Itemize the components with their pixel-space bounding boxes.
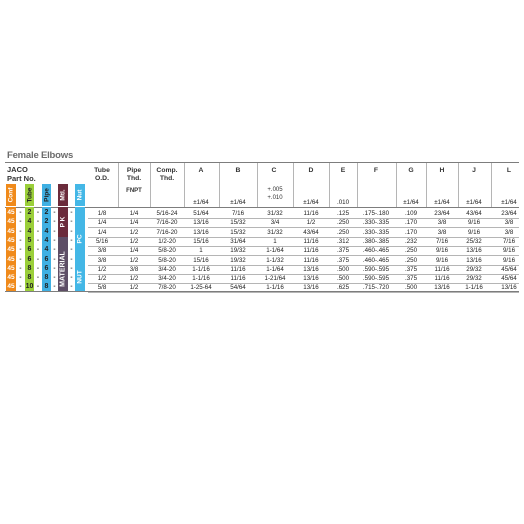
header-e: E	[340, 167, 346, 174]
part-conf: 45	[7, 236, 15, 244]
table-cell: 1/4	[97, 228, 107, 236]
table-cell: 45/64	[501, 265, 517, 273]
header-j: J	[472, 167, 476, 174]
header-l: L	[506, 167, 512, 174]
part-conf: 45	[7, 283, 15, 291]
part-dash: -	[70, 283, 73, 291]
table-cell: .170	[404, 228, 418, 236]
table-cell: 15/32	[230, 228, 246, 236]
table-cell: .330-.335	[362, 228, 390, 236]
tolerance-9: ±1/64	[403, 199, 419, 206]
table-cell: .175-.180	[362, 210, 390, 217]
table-cell: 1/2	[129, 275, 139, 283]
table-cell: .312	[336, 237, 350, 245]
part-tube: 6	[27, 246, 32, 254]
table-cell: 1-25-64	[190, 284, 212, 292]
pk-strip	[58, 207, 68, 237]
table-cell: 3/8	[437, 228, 447, 236]
pc-label: PC	[76, 234, 84, 244]
part-dash: -	[19, 236, 22, 244]
part-dash: -	[70, 255, 73, 263]
part-no-label-line-1: JACO	[7, 165, 28, 174]
table-cell: .250	[336, 219, 350, 227]
header-comp-thd	[156, 167, 177, 183]
header-d: D	[308, 167, 314, 174]
part-dash: -	[70, 227, 73, 235]
part-dash: -	[19, 283, 22, 291]
header-c: C	[271, 167, 277, 174]
table-cell: 43/64	[303, 228, 319, 236]
top-rule	[5, 162, 519, 163]
header-tube-od-line2: O.D.	[95, 175, 109, 182]
part-tube: 4	[27, 227, 32, 235]
part-pipe: 4	[44, 227, 49, 235]
mtl-strip	[58, 184, 68, 206]
tolerance-12: ±1/64	[501, 199, 517, 206]
part-conf: 45	[7, 255, 15, 263]
table-cell: 23/64	[501, 210, 517, 217]
table-cell: 1/4	[129, 219, 139, 227]
tube-label: Tube	[26, 187, 33, 203]
table-cell: 43/64	[466, 210, 482, 217]
table-cell: 13/16	[501, 284, 517, 292]
table-cell: 11/16	[303, 247, 319, 255]
table-cell: 9/16	[502, 247, 516, 255]
column-divider	[426, 163, 427, 207]
table-cell: 13/16	[466, 256, 482, 264]
part-dash: -	[19, 227, 22, 235]
table-cell: 15/16	[193, 237, 209, 245]
part-dash: -	[70, 236, 73, 244]
header-comp-thd-line1: Comp.	[156, 167, 178, 174]
column-divider	[491, 163, 492, 207]
header-g: G	[408, 167, 414, 174]
column-divider	[357, 163, 358, 207]
part-dash: -	[53, 236, 56, 244]
table-cell: 1/8	[97, 210, 107, 217]
table-cell: 1/2	[306, 219, 316, 227]
conf-strip	[6, 184, 16, 206]
table-cell: 1/2	[129, 256, 139, 264]
table-cell: 1-1/16	[465, 284, 483, 292]
table-cell: 23/64	[434, 210, 450, 217]
nut-strip	[75, 184, 85, 206]
part-dash: -	[36, 227, 40, 235]
table-cell: 3/8	[437, 219, 447, 227]
table-cell: 13/16	[303, 275, 319, 283]
part-pipe: 8	[44, 274, 49, 282]
column-divider	[458, 163, 459, 207]
table-cell: 3/4-20	[158, 275, 176, 283]
part-pipe: 4	[44, 236, 49, 244]
table-cell: 3/8	[504, 219, 514, 227]
table-cell: 9/16	[502, 256, 516, 264]
part-tube: 8	[27, 274, 32, 282]
table-cell: 1-1/16	[192, 275, 210, 283]
table-cell: 29/32	[466, 265, 482, 273]
part-dash: -	[36, 283, 40, 291]
table-cell: 7/16	[435, 237, 449, 245]
part-conf: 45	[7, 274, 15, 282]
table-cell: 11/16	[434, 265, 450, 273]
conf-label: Conf	[7, 187, 15, 203]
table-cell: 1	[273, 237, 277, 245]
part-dash: -	[36, 218, 40, 226]
part-dash: -	[36, 274, 40, 282]
pk-label: P K	[59, 216, 67, 228]
part-dash: -	[36, 209, 40, 216]
part-dash: -	[53, 209, 56, 216]
table-cell: 1/2	[129, 228, 139, 236]
table-cell: .250	[336, 228, 350, 236]
part-tube: 10	[25, 283, 34, 291]
table-cell: .625	[336, 284, 350, 292]
table-cell: 7/8-20	[158, 284, 176, 292]
part-dash: -	[36, 264, 40, 272]
table-cell: 5/16-24	[156, 210, 178, 217]
part-dash: -	[53, 246, 56, 254]
part-dash: -	[53, 218, 56, 226]
part-pipe: 4	[44, 246, 49, 254]
table-cell: 1/4	[129, 210, 139, 217]
part-pipe: 6	[44, 255, 49, 263]
part-dash: -	[36, 246, 40, 254]
header-pipe-thd	[127, 167, 141, 183]
table-cell: .330-.335	[362, 219, 390, 227]
table-cell: .590-.595	[362, 275, 390, 283]
table-cell: 1	[199, 247, 203, 255]
table-cell: .250	[404, 247, 418, 255]
column-divider	[150, 163, 151, 207]
table-cell: .500	[336, 275, 350, 283]
table-cell: .375	[336, 247, 350, 255]
table-cell: 54/64	[230, 284, 246, 292]
table-cell: 9/16	[467, 219, 481, 227]
table-cell: 3/4-20	[158, 265, 176, 273]
table-cell: .109	[404, 210, 418, 217]
part-dash: -	[53, 283, 56, 291]
table-cell: 1/2-20	[158, 237, 176, 245]
part-dash: -	[36, 236, 40, 244]
table-cell: .715-.720	[362, 284, 390, 292]
nut2-label: NUT	[76, 270, 84, 284]
table-cell: 3/8	[97, 256, 107, 264]
table-cell: 3/8	[504, 228, 514, 236]
material-label: MATERIAL	[59, 251, 67, 287]
tolerance-7: .010	[336, 199, 350, 206]
table-cell: 9/16	[435, 247, 449, 255]
part-pipe: 2	[44, 209, 49, 216]
part-dash: -	[19, 246, 22, 254]
part-conf: 45	[7, 209, 15, 216]
part-dash: -	[53, 255, 56, 263]
tolerance-4: ±1/64	[230, 199, 246, 206]
table-cell: 13/16	[303, 284, 319, 292]
table-cell: 1-21/64	[264, 275, 286, 283]
header-h: H	[439, 167, 445, 174]
table-cell: 1/2	[97, 265, 107, 273]
table-cell: .170	[404, 219, 418, 227]
part-dash: -	[70, 274, 73, 282]
table-cell: 5/8-20	[158, 256, 176, 264]
part-dash: -	[70, 246, 73, 254]
part-no-label	[7, 165, 36, 183]
table-cell: 5/8	[97, 284, 107, 292]
table-cell: 13/16	[303, 265, 319, 273]
table-cell: 11/16	[434, 275, 450, 283]
table-cell: 31/32	[267, 210, 283, 217]
tolerance-6: ±1/64	[303, 199, 319, 206]
column-divider	[184, 163, 185, 207]
header-c-tol-plus: +.005	[267, 187, 283, 193]
table-row-divider	[88, 218, 519, 219]
table-cell: .380-.385	[362, 237, 390, 245]
part-no-label-line-2: Part No.	[7, 174, 36, 183]
part-pipe: 6	[44, 264, 49, 272]
header-comp-thd-line2: Thd.	[159, 175, 175, 182]
table-cell: .250	[404, 256, 418, 264]
part-dash: -	[36, 255, 40, 263]
table-cell: 1-1/16	[266, 284, 284, 292]
header-f: F	[373, 167, 379, 174]
pipe-label: Pipe	[43, 188, 50, 202]
part-dash: -	[19, 264, 22, 272]
table-cell: 31/64	[230, 237, 246, 245]
table-cell: 1/4	[97, 219, 107, 227]
column-divider	[329, 163, 330, 207]
tolerance-3: ±1/64	[193, 199, 209, 206]
table-cell: 7/16-20	[156, 219, 178, 227]
nut-column-strip	[75, 207, 85, 291]
table-cell: 1-1/64	[266, 247, 284, 255]
table-cell: 9/16	[467, 228, 481, 236]
part-dash: -	[53, 227, 56, 235]
table-cell: 11/16	[230, 275, 246, 283]
part-conf: 45	[7, 227, 15, 235]
table-cell: 11/16	[303, 256, 319, 264]
part-dash: -	[19, 255, 22, 263]
tolerance-11: ±1/64	[466, 199, 482, 206]
table-row-divider	[88, 292, 519, 293]
table-cell: 11/16	[303, 210, 319, 217]
part-pipe: 8	[44, 283, 49, 291]
part-dash: -	[19, 274, 22, 282]
table-cell: 13/16	[193, 219, 209, 227]
table-cell: 7/16-20	[156, 228, 178, 236]
table-cell: 3/8	[129, 265, 139, 273]
table-cell: 7/16	[502, 237, 516, 245]
table-cell: 1/2	[129, 284, 139, 292]
table-cell: 19/32	[230, 256, 246, 264]
table-cell: .500	[336, 265, 350, 273]
table-cell: 15/16	[193, 256, 209, 264]
table-cell: .375	[404, 275, 418, 283]
table-cell: 1/2	[129, 237, 139, 245]
part-dash: -	[70, 264, 73, 272]
table-cell: 7/16	[231, 210, 245, 217]
table-cell: 1/2	[97, 275, 107, 283]
part-dash: -	[53, 274, 56, 282]
part-conf: 45	[7, 264, 15, 272]
table-cell: 11/16	[303, 237, 319, 245]
part-tube: 6	[27, 255, 32, 263]
column-divider	[118, 163, 119, 207]
section-title: Female Elbows	[7, 150, 74, 161]
part-conf: 45	[7, 218, 15, 226]
table-cell: 13/16	[466, 247, 482, 255]
table-cell: .590-.595	[362, 265, 390, 273]
part-dash: -	[19, 209, 22, 216]
column-divider	[257, 163, 258, 207]
table-cell: 45/64	[501, 275, 517, 283]
table-cell: 3/8	[97, 247, 107, 255]
table-cell: 15/32	[230, 219, 246, 227]
table-cell: .125	[336, 210, 350, 217]
part-tube: 4	[27, 218, 32, 226]
part-pipe: 2	[44, 218, 49, 226]
table-cell: 1-1/16	[192, 265, 210, 273]
header-pipe-thd-line2: Thd.	[126, 175, 142, 182]
table-cell: 25/32	[466, 237, 482, 245]
table-cell: 13/16	[193, 228, 209, 236]
table-cell: 1-1/64	[266, 265, 284, 273]
header-b: B	[235, 167, 241, 174]
header-c-tol	[267, 186, 282, 202]
table-cell: 51/64	[193, 210, 209, 217]
table-cell: 3/4	[270, 219, 280, 227]
part-tube: 2	[27, 209, 32, 216]
table-cell: 5/8-20	[158, 247, 176, 255]
part-dash: -	[19, 218, 22, 226]
column-divider	[219, 163, 220, 207]
part-dash: -	[53, 264, 56, 272]
table-cell: 19/32	[230, 247, 246, 255]
table-cell: .232	[404, 237, 418, 245]
table-cell: .375	[404, 265, 418, 273]
table-cell: .460-.465	[362, 247, 390, 255]
part-dash: -	[70, 218, 73, 226]
header-pipe-thd-line1: Pipe	[126, 167, 142, 174]
part-dash: -	[70, 209, 73, 216]
table-cell: 1/4	[129, 247, 139, 255]
part-tube: 8	[27, 264, 32, 272]
table-cell: 13/16	[434, 284, 450, 292]
table-cell: 11/16	[230, 265, 246, 273]
header-tube-od-line1: Tube	[94, 167, 110, 174]
header-c-tol-minus: +.010	[267, 195, 283, 201]
header-tube-od	[94, 167, 110, 183]
table-cell: .460-.465	[362, 256, 390, 264]
table-cell: .375	[336, 256, 350, 264]
table-cell: 29/32	[466, 275, 482, 283]
table-cell: 31/32	[267, 228, 283, 236]
nut-label: Nut	[76, 189, 84, 201]
table-cell: 5/16	[95, 237, 109, 245]
pipe-strip	[42, 184, 51, 206]
mtl-label: Mtl.	[59, 189, 67, 201]
column-divider	[396, 163, 397, 207]
tube-strip	[25, 184, 34, 206]
column-divider	[293, 163, 294, 207]
part-conf: 45	[7, 246, 15, 254]
table-cell: 9/16	[435, 256, 449, 264]
tolerance-10: ±1/64	[434, 199, 450, 206]
table-cell: .500	[404, 284, 418, 292]
part-tube: 5	[27, 236, 32, 244]
table-cell: 1-1/32	[266, 256, 284, 264]
header-a: A	[198, 167, 204, 174]
header-fnpt: FNPT	[126, 188, 142, 194]
